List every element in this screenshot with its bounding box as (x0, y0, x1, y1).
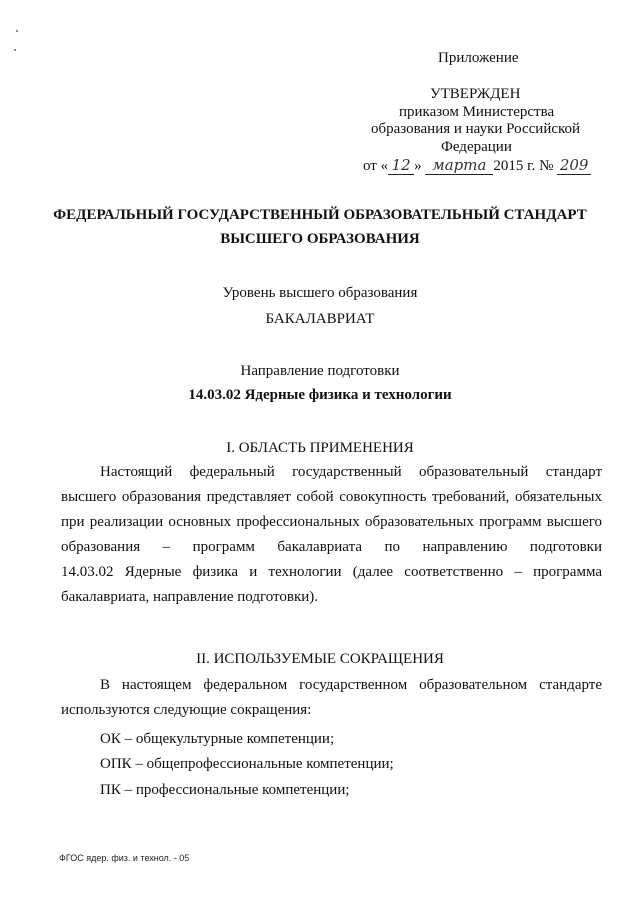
approval-line-2: образования и науки Российской (371, 121, 581, 137)
handwritten-number: 209 (557, 156, 591, 175)
paragraph-line: высшего образования представляет собой совокупность требований, обязательных (61, 489, 602, 505)
approved-label: УТВЕРЖДЕН (430, 86, 521, 102)
paragraph-line: Настоящий федеральный государственный образовательный стандарт (100, 464, 602, 480)
level-label: Уровень высшего образования (222, 285, 418, 301)
date-prefix: от « (363, 158, 389, 174)
handwritten-month: марта (425, 156, 493, 175)
approval-date-line (363, 156, 591, 175)
approval-line-1: приказом Министерства (399, 104, 555, 120)
direction-label: Направление подготовки (240, 363, 400, 379)
abbreviation-item: ОК – общекультурные компетенции; (100, 731, 335, 747)
paragraph-line: образования – программ бакалавриата по направлению подготовки (61, 539, 602, 555)
section-1-heading: I. ОБЛАСТЬ ПРИМЕНЕНИЯ (226, 440, 414, 456)
paragraph-line: используются следующие сокращения: (61, 702, 312, 718)
handwritten-day: 12 (388, 156, 414, 175)
approval-line-3: Федерации (441, 139, 512, 155)
abbreviation-item: ОПК – общепрофессиональные компетенции; (100, 756, 394, 772)
section-2-heading: II. ИСПОЛЬЗУЕМЫЕ СОКРАЩЕНИЯ (196, 651, 444, 667)
paragraph-line: 14.03.02 Ядерные физика и технологии (далее соответственно – программа (61, 564, 602, 580)
level-value: БАКАЛАВРИАТ (265, 311, 375, 327)
date-year: 2015 г. № (493, 158, 554, 174)
appendix-label: Приложение (438, 50, 519, 66)
direction-value: 14.03.02 Ядерные физика и технологии (188, 387, 452, 403)
scan-speck (16, 30, 18, 32)
paragraph-line: В настоящем федеральном государственном образовательном стандарте (100, 677, 602, 693)
date-quote: » (414, 158, 422, 174)
title-line-2: ВЫСШЕГО ОБРАЗОВАНИЯ (220, 231, 420, 247)
footer-code: ФГОС ядер. физ. и технол. - 05 (59, 853, 190, 863)
title-line-1: ФЕДЕРАЛЬНЫЙ ГОСУДАРСТВЕННЫЙ ОБРАЗОВАТЕЛЬНЫЙ СТАНДАРТ (53, 207, 587, 223)
paragraph-line: бакалавриата, направление подготовки). (61, 589, 319, 605)
abbreviation-item: ПК – профессиональные компетенции; (100, 782, 350, 798)
paragraph-line: при реализации основных профессиональных образовательных программ высшего (61, 514, 602, 530)
scan-speck (14, 49, 16, 51)
